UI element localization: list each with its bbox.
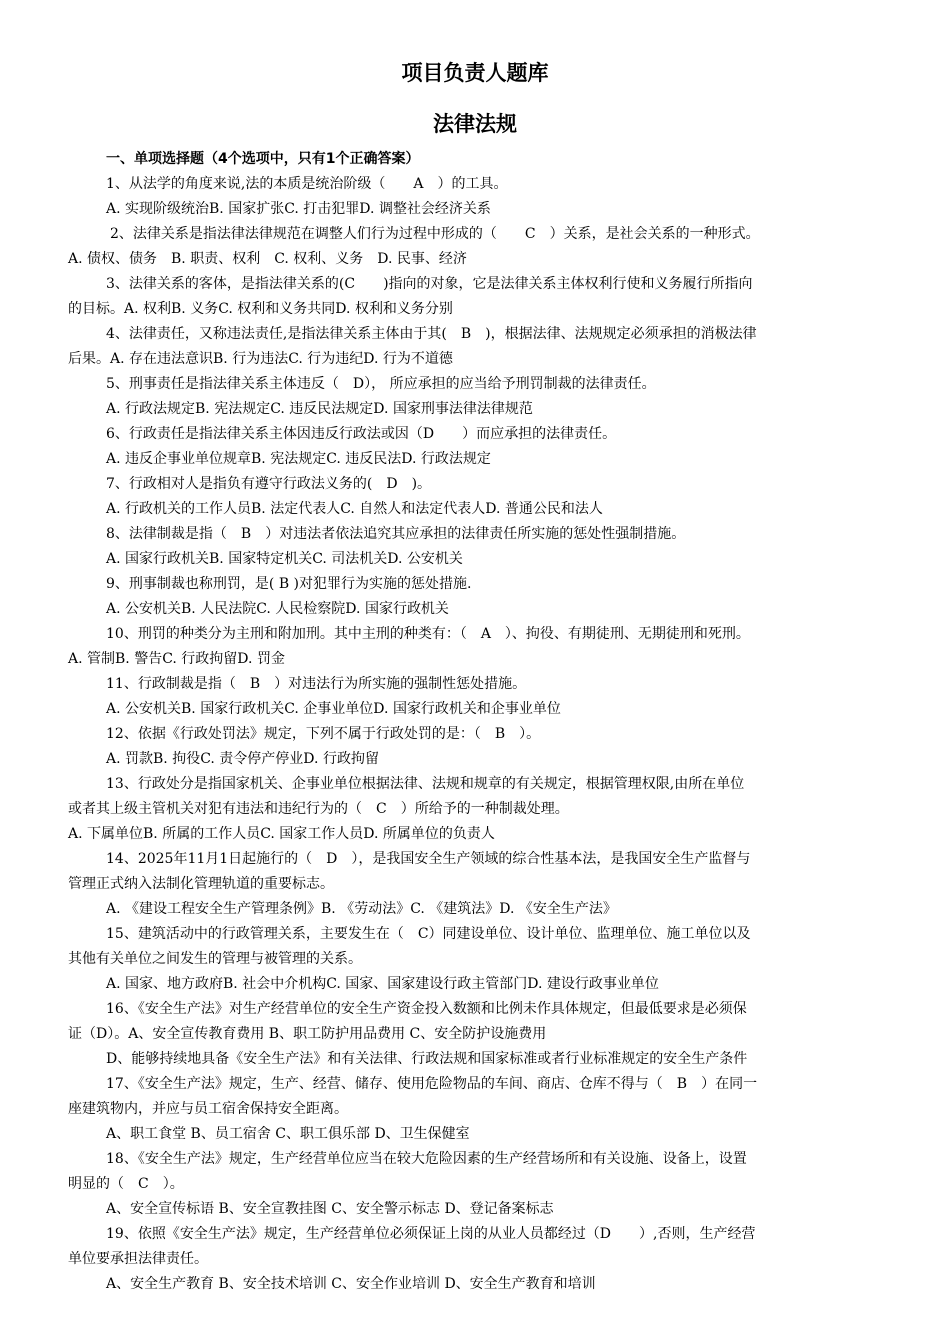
question-line: 14、2025年11月1日起施行的（ D ），是我国安全生产领域的综合性基本法，是我国安全生产监督与 [106,851,751,867]
question-line: 座建筑物内，并应与员工宿舍保持安全距离。 [68,1101,348,1117]
question-line: 2、法律关系是指法律法律规范在调整人们行为过程中形成的（ C ）关系，是社会关系的一种形式。 [110,226,760,242]
question-line: 管理正式纳入法制化管理轨道的重要标志。 [68,876,334,892]
question-line: 17、《安全生产法》规定，生产、经营、储存、使用危险物品的车间、商店、仓库不得与（ B ）在同一 [106,1076,758,1092]
question-line: 10、刑罚的种类分为主刑和附加刑。其中主刑的种类有：（ A ）、拘役、有期徒刑、无期徒刑和死刑。 [106,626,750,642]
options-line: A、安全生产教育 B、安全技术培训 C、安全作业培训 D、安全生产教育和培训 [106,1276,596,1292]
options-line: A. 罚款B. 拘役C. 责令停产停业D. 行政拘留 [106,751,379,767]
options-line: A. 债权、债务 B. 职责、权利 C. 权利、义务 D. 民事、经济 [68,251,467,267]
question-line: 12、依据《行政处罚法》规定，下列不属于行政处罚的是：（ B ）。 [106,726,541,742]
question-line: 的目标。A. 权利B. 义务C. 权利和义务共同D. 权利和义务分别 [68,301,453,317]
question-line: 9、刑事制裁也称刑罚，是( B )对犯罪行为实施的惩处措施. [106,576,472,592]
question-line: 1、从法学的角度来说,法的本质是统治阶级（ A ）的工具。 [106,176,508,192]
question-line: 其他有关单位之间发生的管理与被管理的关系。 [68,951,362,967]
section-heading: 一、单项选择题（4个选项中，只有1个正确答案） [106,151,420,167]
options-line: A. 公安机关B. 人民法院C. 人民检察院D. 国家行政机关 [106,601,449,617]
document-title: 项目负责人题库 [401,61,549,85]
options-line: A. 违反企事业单位规章B. 宪法规定C. 违反民法D. 行政法规定 [106,451,491,467]
options-line: A. 《建设工程安全生产管理条例》B. 《劳动法》C. 《建筑法》D. 《安全生产法》 [106,901,617,917]
question-line: 7、行政相对人是指负有遵守行政法义务的( D )。 [106,476,432,492]
question-line: 15、建筑活动中的行政管理关系，主要发生在（ C）同建设单位、设计单位、监理单位、施工单位以及 [106,926,751,942]
question-line: 或者其上级主管机关对犯有违法和违纪行为的（ C ）所给予的一种制裁处理。 [68,801,569,817]
question-line: 4、法律责任，又称违法责任,是指法律关系主体由于其( B )，根据法律、法规规定必须承担的消极法律 [106,326,757,342]
options-line: A、安全宣传标语 B、安全宣教挂图 C、安全警示标志 D、登记备案标志 [106,1201,554,1217]
options-line: A. 实现阶级统治B. 国家扩张C. 打击犯罪D. 调整社会经济关系 [106,201,491,217]
question-line: 13、行政处分是指国家机关、企事业单位根据法律、法规和规章的有关规定，根据管理权限,由所在单位 [106,776,745,792]
options-line: A. 公安机关B. 国家行政机关C. 企事业单位D. 国家行政机关和企事业单位 [106,701,561,717]
question-line: 6、行政责任是指法律关系主体因违反行政法或因（D ）而应承担的法律责任。 [106,426,617,442]
options-line: A. 国家、地方政府B. 社会中介机构C. 国家、国家建设行政主管部门D. 建设行政事业单位 [106,976,659,992]
question-line: 19、依照《安全生产法》规定，生产经营单位必须保证上岗的从业人员都经过（D ）,否则，生产经营 [106,1226,756,1242]
question-line: 证（D）。A、安全宣传教育费用 B、职工防护用品费用 C、安全防护设施费用 [68,1026,547,1042]
question-line: 11、行政制裁是指（ B ）对违法行为所实施的强制性惩处措施。 [106,676,527,692]
options-line: D、能够持续地具备《安全生产法》和有关法律、行政法规和国家标准或者行业标准规定的安全生产条件 [106,1051,748,1067]
question-line: 18、《安全生产法》规定，生产经营单位应当在较大危险因素的生产经营场所和有关设施、设备上，设置 [106,1151,747,1167]
options-line: A. 国家行政机关B. 国家特定机关C. 司法机关D. 公安机关 [106,551,463,567]
question-line: 后果。A. 存在违法意识B. 行为违法C. 行为违纪D. 行为不道德 [68,351,453,367]
question-line: 16、《安全生产法》对生产经营单位的安全生产资金投入数额和比例未作具体规定，但最低要求是必须保 [106,1001,747,1017]
question-line: 8、法律制裁是指（ B ）对违法者依法追究其应承担的法律责任所实施的惩处性强制措施。 [106,526,686,542]
options-line: A. 管制B. 警告C. 行政拘留D. 罚金 [68,651,285,667]
question-line: 3、法律关系的客体，是指法律关系的(C )指向的对象，它是法律关系主体权利行使和义务履行所指向 [106,276,753,292]
options-line: A. 行政机关的工作人员B. 法定代表人C. 自然人和法定代表人D. 普通公民和法人 [106,501,603,517]
options-line: A、职工食堂 B、员工宿舍 C、职工俱乐部 D、卫生保健室 [106,1126,470,1142]
question-line: 明显的（ C ）。 [68,1176,184,1192]
document-subtitle: 法律法规 [433,112,517,136]
options-line: A. 下属单位B. 所属的工作人员C. 国家工作人员D. 所属单位的负责人 [68,826,495,842]
question-line: 5、刑事责任是指法律关系主体违反（ D）， 所应承担的应当给予刑罚制裁的法律责任。 [106,376,656,392]
options-line: A. 行政法规定B. 宪法规定C. 违反民法规定D. 国家刑事法律法律规范 [106,401,533,417]
question-line: 单位要承担法律责任。 [68,1251,208,1267]
